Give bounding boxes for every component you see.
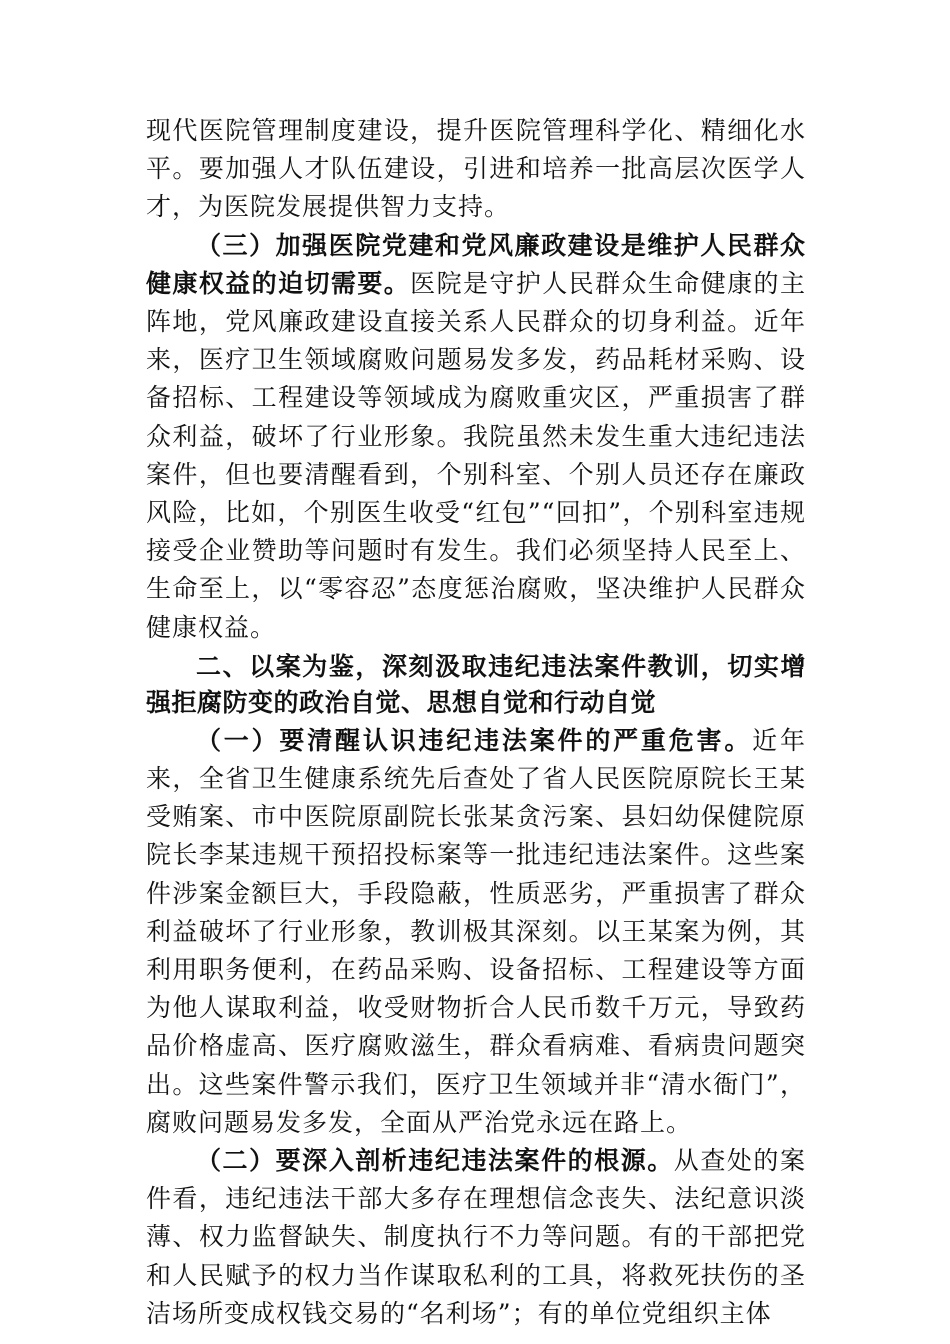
document-page: [146, 112, 806, 1333]
paragraph-text: 近年来，全省卫生健康系统先后查处了省人民医院原院长王某受贿案、市中医院原副院长张某贪污案、县妇幼保健院原院长李某违规干预招投标案等一批违纪违法案件。这些案件涉案金额巨大，手段隐蔽，性质恶劣，严重损害了群众利益破坏了行业形象，教训极其深刻。以王某案为例，其利用职务便利，在药品采购、设备招标、工程建设等方面为他人谋取利益，收受财物折合人民币数千万元，导致药品价格虚高、医疗腐败滋生，群众看病难、看病贵问题突出。这些案件警示我们，医疗卫生领域并非“清水衙门”，腐败问题易发多发，全面从严治党永远在路上。: [146, 725, 806, 1137]
body-paragraph-continued: [146, 112, 806, 227]
paragraph-text: 医院是守护人民群众生命健康的主阵地，党风廉政建设直接关系人民群众的切身利益。近年来，医疗卫生领域腐败问题易发多发，药品耗材采购、设备招标、工程建设等领域成为腐败重灾区，严重损害了群众利益，破坏了行业形象。我院虽然未发生重大违纪违法案件，但也要清醒看到，个别科室、个别人员还存在廉政风险，比如，个别医生收受“红包”“回扣”，个别科室违规接受企业赞助等问题时有发生。我们必须坚持人民至上、生命至上，以“零容忍”态度惩治腐败，坚决维护人民群众健康权益。: [146, 268, 806, 642]
paragraph-lead-sentence: （三）加强医院党建和党风廉政建设是维护人民群众健康权益的迫切需要。: [146, 230, 806, 298]
paragraph-text: 从查处的案件看，违纪违法干部大多存在理想信念丧失、法纪意识淡薄、权力监督缺失、制度执行不力等问题。有的干部把党和人民赋予的权力当作谋取私利的工具，将救死扶伤的圣洁场所变成权钱交易的“名利场”；有的单位党组织主体: [146, 1146, 806, 1328]
body-paragraph-section-3: [146, 227, 806, 647]
paragraph-text: 现代医院管理制度建设，提升医院管理科学化、精细化水平。要加强人才队伍建设，引进和培养一批高层次医学人才，为医院发展提供智力支持。: [146, 116, 806, 222]
paragraph-lead-sentence: （二）要深入剖析违纪违法案件的根源。: [196, 1146, 674, 1176]
section-heading-2: 二、以案为鉴，深刻汲取违纪违法案件教训，切实增强拒腐防变的政治自觉、思想自觉和行动自觉: [146, 651, 806, 717]
paragraph-lead-sentence: （一）要清醒认识违纪违法案件的严重危害。: [196, 725, 753, 755]
body-paragraph-subsection-2: [146, 1142, 806, 1333]
body-paragraph-subsection-1: [146, 722, 806, 1142]
